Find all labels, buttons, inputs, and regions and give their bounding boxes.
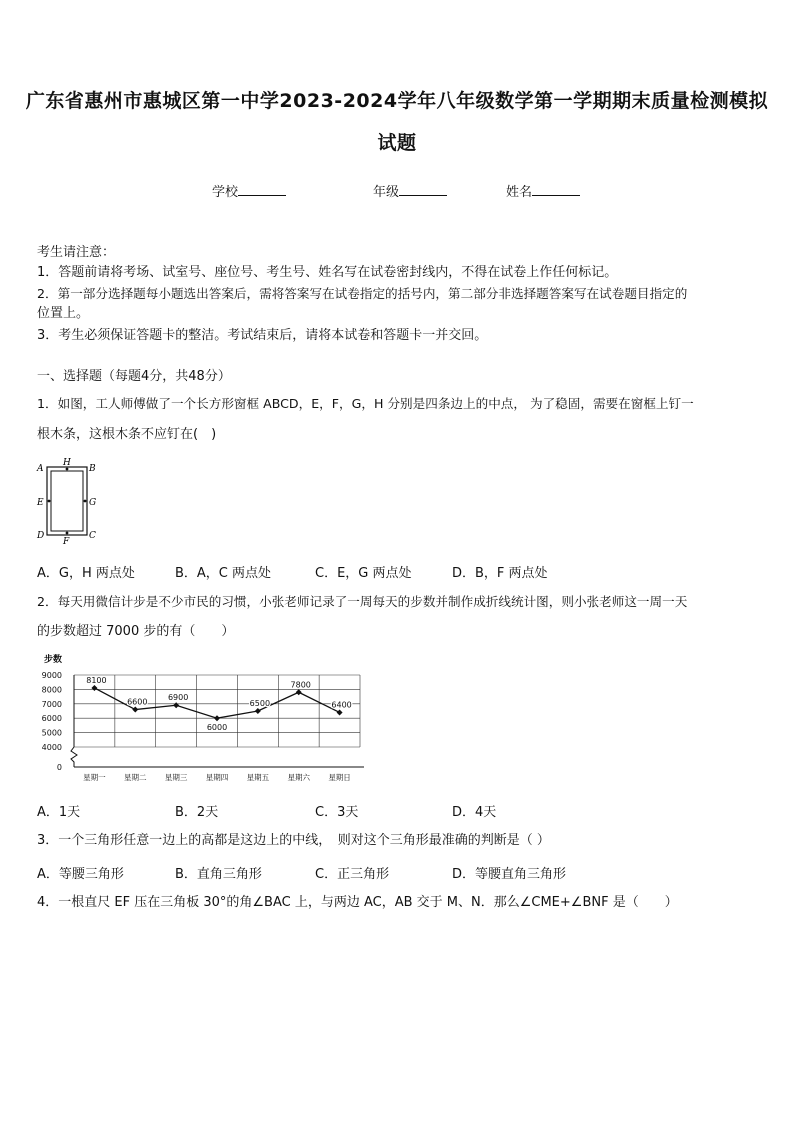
- x-tick-label: 星期五: [246, 773, 270, 782]
- notice-item-2-cont: 位置上。: [37, 306, 90, 321]
- x-tick-label: 星期一: [83, 773, 106, 782]
- point-e: [48, 500, 51, 503]
- y-tick-label: 9000: [41, 671, 62, 680]
- name-label: 姓名: [506, 185, 533, 200]
- data-point: [132, 707, 138, 713]
- y-tick-label: 4000: [41, 743, 62, 752]
- y-tick-label: 8000: [41, 685, 62, 695]
- label-c: C: [89, 531, 96, 541]
- data-label: 6900: [167, 693, 189, 703]
- q1-option-a: A．G，H 两点处: [37, 566, 135, 581]
- q3-option-b: B．直角三角形: [175, 867, 262, 882]
- notice-heading: 考生请注意：: [37, 245, 116, 260]
- x-tick-label: 星期日: [328, 773, 351, 782]
- grade-label: 年级: [373, 185, 400, 200]
- x-tick-label: 星期三: [164, 773, 188, 782]
- point-h: [66, 468, 69, 471]
- x-tick-label: 星期四: [205, 773, 229, 782]
- frame-inner: [51, 471, 83, 531]
- data-label: 6600: [127, 697, 148, 707]
- notice-item-2: 2．第一部分选择题每小题选出答案后，需将答案写在试卷指定的括号内，第二部分非选择题答案写在试卷题目指定的: [37, 286, 688, 301]
- data-point: [91, 685, 97, 691]
- notice-item-1: 1．答题前请将考场、试室号、座位号、考生号、姓名写在试卷密封线内，不得在试卷上作任何标记。: [37, 265, 618, 280]
- section-heading: 一、选择题（每题4分，共48分）: [37, 369, 231, 384]
- y-tick-label: 0: [56, 763, 62, 772]
- data-label: 6500: [249, 699, 271, 708]
- y-tick-label: 7000: [41, 699, 62, 709]
- data-point: [214, 715, 220, 721]
- notice-item-3: 3．考生必须保证答题卡的整洁。考试结束后，请将本试卷和答题卡一并交回。: [37, 328, 488, 343]
- page-title: 广东省惠州市惠城区第一中学2023-2024学年八年级数学第一学期期末质量检测模拟: [25, 90, 769, 112]
- data-label: 6000: [206, 723, 228, 733]
- y-axis-title: 步数: [44, 655, 63, 665]
- step-count-line-chart: [34, 650, 374, 790]
- data-point: [337, 709, 343, 715]
- label-h: H: [63, 458, 71, 468]
- x-tick-label: 星期六: [287, 773, 310, 782]
- q1-option-d: D．B，F 两点处: [452, 566, 548, 581]
- school-blank: [238, 183, 286, 196]
- q3-option-c: C．正三角形: [315, 867, 390, 882]
- school-field: [212, 181, 286, 200]
- q2-option-c: C．3天: [315, 805, 359, 820]
- grade-field: [373, 181, 447, 200]
- school-label: 学校: [212, 185, 239, 200]
- question-2-text: 2．每天用微信计步是不少市民的习惯，小张老师记录了一周每天的步数并制作成折线统计图，则小张老师这一周一天: [37, 594, 688, 609]
- q2-option-d: D．4天: [452, 805, 497, 820]
- q1-option-b: B．A，C 两点处: [175, 566, 272, 581]
- frame-outer: [47, 467, 87, 535]
- data-point: [296, 689, 302, 695]
- label-d: D: [37, 531, 45, 541]
- q1-option-c: C．E，G 两点处: [315, 566, 412, 581]
- name-field: [506, 181, 580, 200]
- question-2-text-cont: 的步数超过 7000 步的有（ ）: [37, 624, 235, 639]
- question-1-text: 1．如图，工人师傅做了一个长方形窗框 ABCD，E，F，G，H 分别是四条边上的中点， 为了稳固，需要在窗框上钉一: [37, 396, 694, 411]
- name-blank: [532, 183, 580, 196]
- y-tick-label: 6000: [41, 714, 62, 724]
- label-a: A: [37, 464, 44, 474]
- axis-break-mark: [71, 747, 77, 767]
- point-f: [66, 532, 69, 535]
- question-1-text-cont: 根木条，这根木条不应钉在( ): [37, 427, 217, 442]
- page-title-line2: 试题: [377, 132, 417, 154]
- q2-option-b: B．2天: [175, 805, 219, 820]
- x-tick-label: 星期二: [124, 773, 147, 782]
- q2-option-a: A．1天: [37, 805, 81, 820]
- question-4-text: 4．一根直尺 EF 压在三角板 30°的角∠BAC 上，与两边 AC，AB 交于 M、N．那么∠CME+∠BNF 是（ ）: [37, 895, 678, 910]
- point-g: [84, 500, 87, 503]
- q3-option-a: A．等腰三角形: [37, 867, 124, 882]
- y-tick-label: 5000: [41, 728, 62, 738]
- label-g: G: [89, 498, 97, 508]
- data-label: 8100: [86, 675, 107, 685]
- data-label: 7800: [290, 680, 311, 690]
- question-3-text: 3．一个三角形任意一边上的高都是这边上的中线， 则对这个三角形最准确的判断是（ ）: [37, 833, 550, 848]
- label-f: F: [63, 537, 70, 547]
- window-frame-figure: [34, 457, 100, 547]
- q3-option-d: D．等腰直角三角形: [452, 867, 567, 882]
- label-b: B: [89, 464, 96, 474]
- data-point: [255, 708, 261, 714]
- data-point: [173, 702, 179, 708]
- grade-blank: [399, 183, 447, 196]
- label-e: E: [37, 498, 44, 508]
- data-label: 6400: [331, 700, 352, 710]
